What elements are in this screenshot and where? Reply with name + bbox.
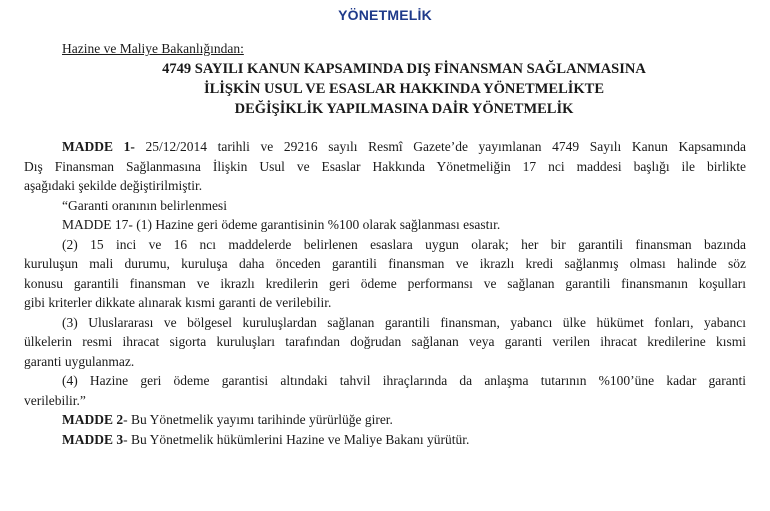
article-3-label: MADDE 3 <box>62 431 124 447</box>
paragraph-2-line-2: kuruluşun mali durumu, kuruluşa daha önceden garantili finansman ve ikrazlı kredi sağlanmış olması halinde söz <box>24 256 746 271</box>
article-3 <box>62 430 746 450</box>
paragraph-2-line-3: konusu garantili finansman ve ikrazlı kredilerin geri ödeme performansı ve sağlanan garantili finansmanın koşulları <box>24 275 746 291</box>
regulation-heading <box>62 59 746 119</box>
paragraph-3-line-2: ülkelerin resmi ihracat sigorta kuruluşları tarafından doğrudan sağlanan veya garanti verilen ihracat kredilerine kısmi <box>24 334 746 349</box>
article-2-label: MADDE 2 <box>62 412 124 427</box>
quote-title: “Garanti oranının belirlenmesi <box>62 197 227 213</box>
heading-line-3: DEĞİŞİKLİK YAPILMASINA DAİR YÖNETMELİK <box>234 101 574 117</box>
paragraph-3 <box>24 313 746 372</box>
paragraph-4 <box>24 371 746 410</box>
article-17-intro: MADDE 17- (1) Hazine geri ödeme garantisinin %100 olarak sağlanması esastır. <box>62 217 501 232</box>
paragraph-2-line-4: gibi kriterler dikkate alınarak kısmi garanti de verilebilir. <box>24 295 332 310</box>
paragraph-2-line-1: (2) 15 inci ve 16 ncı maddelerde belirlenen esaslara uygun olarak; her bir garantili finansman bazında <box>62 236 746 252</box>
article-3-text: - Bu Yönetmelik hükümlerini Hazine ve Maliye Bakanı yürütür. <box>123 431 470 447</box>
page-title: YÖNETMELİK <box>338 7 432 23</box>
heading-line-1: 4749 SAYILI KANUN KAPSAMINDA DIŞ FİNANSMAN SAĞLANMASINA <box>162 61 646 77</box>
article-1 <box>24 137 747 196</box>
paragraph-4-line-1: (4) Hazine geri ödeme garantisi altındaki tahvil ihraçlarında da anlaşma tutarının %100’üne kadar garanti <box>62 373 746 388</box>
article-1-label: MADDE 1- <box>62 139 135 154</box>
paragraph-4-line-2: verilebilir.” <box>24 392 86 408</box>
article-2 <box>62 410 746 430</box>
paragraph-2 <box>24 235 746 313</box>
regulation-document <box>24 40 747 449</box>
heading-line-2: İLİŞKİN USUL VE ESASLAR HAKKINDA YÖNETMELİKTE <box>203 81 605 97</box>
article-1-line-3: aşağıdaki şekilde değiştirilmiştir. <box>24 178 203 193</box>
article-1-text-1: 25/12/2014 tarihli ve 29216 sayılı Resmî Gazete’de yayımlanan 4749 Sayılı Kanun Kapsamında <box>134 139 747 154</box>
article-2-text: - Bu Yönetmelik yayımı tarihinde yürürlüğe girer. <box>123 412 393 427</box>
ministry-name: Hazine ve Maliye Bakanlığından: <box>62 41 244 56</box>
article-1-line-1 <box>62 137 746 157</box>
article-1-line-2: Dış Finansman Sağlanmasına İlişkin Usul ve Esaslar Hakkında Yönetmeliğin 17 nci maddesi başlığı ile birlikte <box>24 158 746 174</box>
paragraph-3-line-3: garanti uygulanmaz. <box>24 353 135 369</box>
paragraph-3-line-1: (3) Uluslararası ve bölgesel kuruluşlardan sağlanan garantili finansman, yabancı ülke hükümet fonları, yabancı <box>62 314 746 330</box>
